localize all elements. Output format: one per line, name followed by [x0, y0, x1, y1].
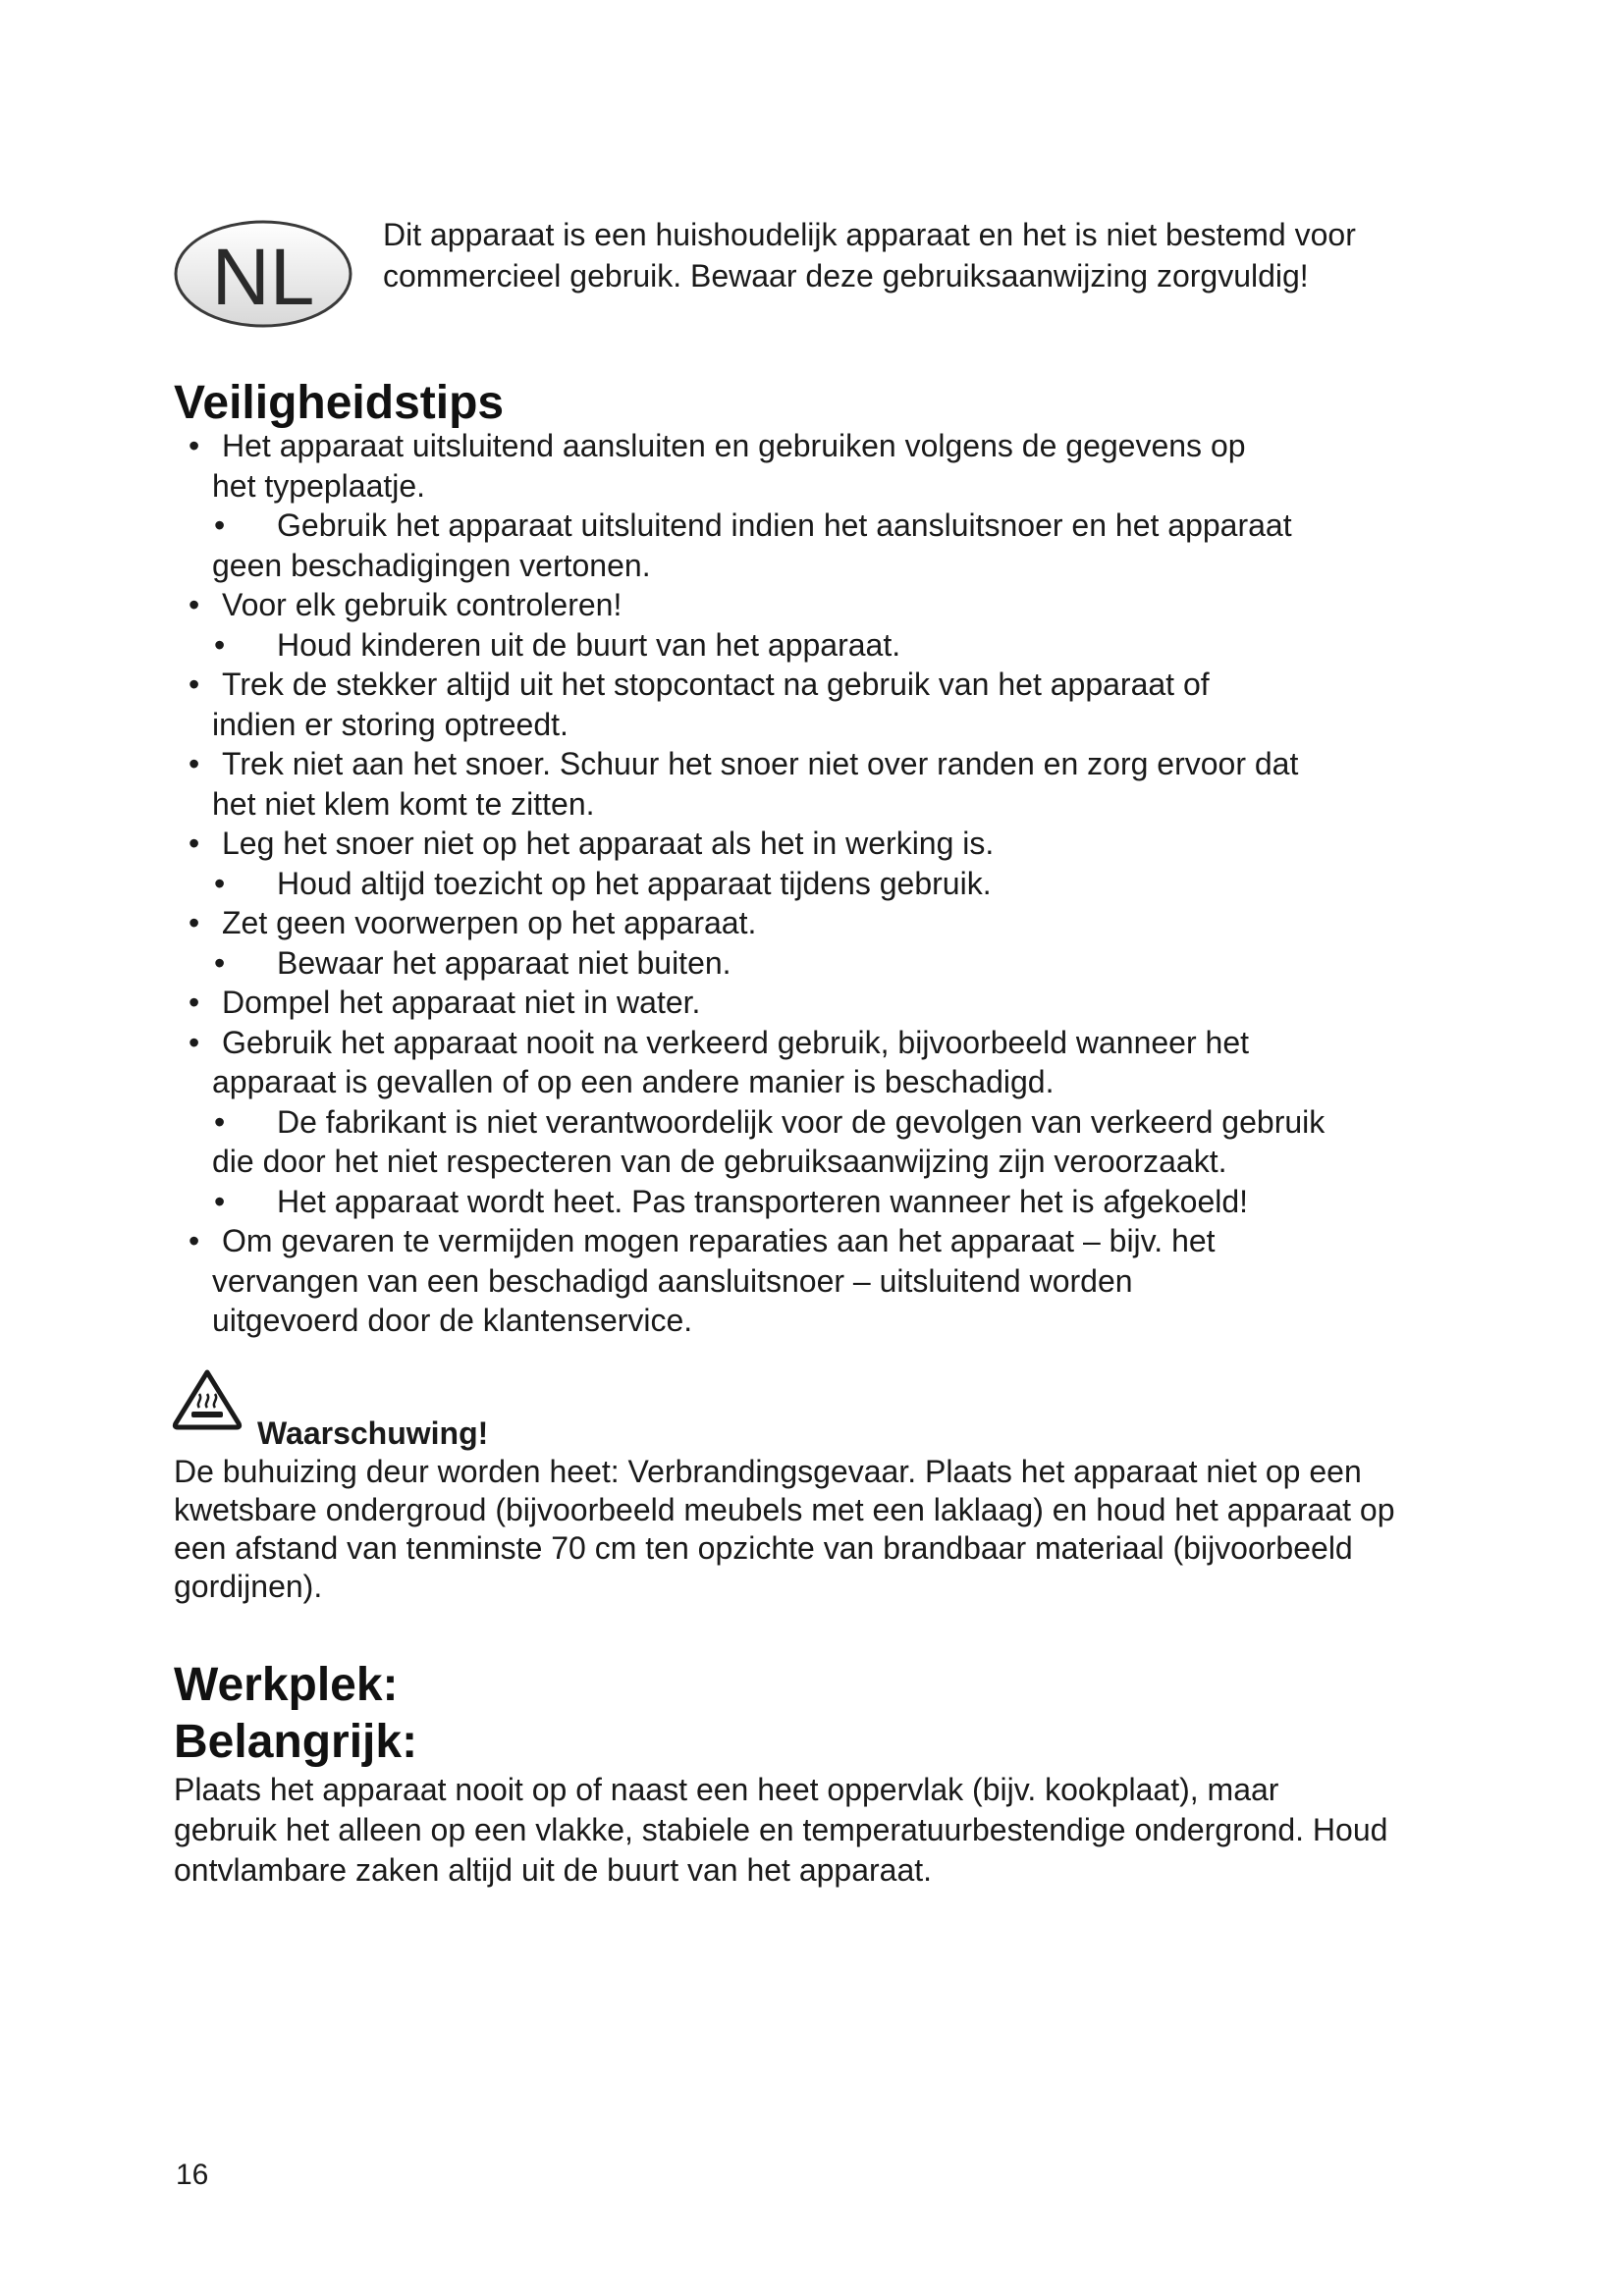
language-badge [172, 218, 354, 331]
list-item-text: Dompel het apparaat niet in water. [222, 985, 701, 1020]
list-item-text: Om gevaren te vermijden mogen reparaties aan het apparaat – bijv. het [222, 1223, 1216, 1258]
list-item-text: Trek niet aan het snoer. Schuur het snoer niet over randen en zorg ervoor dat [222, 746, 1299, 781]
important-heading: Belangrijk: [174, 1716, 418, 1768]
bullet-icon: • [214, 626, 226, 663]
bullet-icon: • [214, 944, 226, 981]
list-item-text: geen beschadigingen vertonen. [212, 547, 651, 583]
list-item-text: Leg het snoer niet op het apparaat als het in werking is. [222, 826, 995, 861]
bullet-icon: • [189, 746, 200, 781]
warning-line: een afstand van tenminste 70 cm ten opzichte van brandbaar materiaal (bijvoorbeeld [174, 1530, 1353, 1566]
warning-line: kwetsbare ondergroud (bijvoorbeeld meubels met een laklaag) en houd het apparaat op [174, 1492, 1395, 1527]
language-badge-label: NL [211, 233, 315, 322]
bullet-icon: • [189, 428, 200, 463]
warning-line: gordijnen). [174, 1569, 323, 1604]
page-number: 16 [176, 2159, 209, 2191]
list-item-text: Het apparaat uitsluitend aansluiten en gebruiken volgens de gegevens op [222, 428, 1246, 463]
list-item [189, 903, 1494, 943]
intro-line: commercieel gebruik. Bewaar deze gebruiksaanwijzing zorgvuldig! [383, 258, 1309, 294]
intro-text [383, 214, 1463, 296]
list-item [189, 864, 1494, 904]
list-item [189, 744, 1494, 824]
list-item-text: De fabrikant is niet verantwoordelijk voor de gevolgen van verkeerd gebruik [277, 1103, 1326, 1140]
bullet-icon: • [189, 587, 200, 622]
bullet-icon: • [189, 1223, 200, 1258]
list-item [189, 506, 1494, 585]
bullet-icon: • [189, 667, 200, 702]
list-item-text: die door het niet respecteren van de gebruiksaanwijzing zijn veroorzaakt. [212, 1144, 1227, 1179]
list-item-text: uitgevoerd door de klantenservice. [212, 1303, 693, 1338]
list-item-text: Gebruik het apparaat nooit na verkeerd gebruik, bijvoorbeeld wanneer het [222, 1024, 1249, 1060]
bullet-icon: • [214, 1103, 226, 1140]
list-item [189, 1221, 1494, 1341]
list-item-text: indien er storing optreedt. [212, 706, 568, 742]
list-item [189, 943, 1494, 984]
warning-body [174, 1453, 1489, 1606]
list-item-text: Houd altijd toezicht op het apparaat tijdens gebruik. [277, 865, 992, 901]
list-item [189, 1023, 1494, 1102]
workplace-line: ontvlambare zaken altijd uit de buurt van het apparaat. [174, 1852, 933, 1888]
list-item-text: Gebruik het apparaat uitsluitend indien het aansluitsnoer en het apparaat [277, 507, 1292, 543]
list-item [189, 1182, 1494, 1222]
warning-title: Waarschuwing! [257, 1415, 489, 1451]
workplace-line: gebruik het alleen op een vlakke, stabiele en temperatuurbestendige ondergrond. Houd [174, 1812, 1388, 1847]
list-item [189, 824, 1494, 864]
workplace-heading: Werkplek: [174, 1659, 399, 1711]
list-item-text: Zet geen voorwerpen op het apparaat. [222, 905, 757, 940]
list-item-text: Trek de stekker altijd uit het stopcontact na gebruik van het apparaat of [222, 667, 1210, 702]
safety-list [189, 426, 1494, 1341]
intro-line: Dit apparaat is een huishoudelijk apparaat en het is niet bestemd voor [383, 217, 1356, 252]
bullet-icon: • [189, 1024, 200, 1060]
list-item-text: Voor elk gebruik controleren! [222, 587, 623, 622]
bullet-icon: • [214, 865, 226, 901]
nl-oval-icon [172, 218, 354, 331]
list-item [189, 983, 1494, 1023]
bullet-icon: • [214, 1183, 226, 1219]
list-item [189, 625, 1494, 666]
safety-heading: Veiligheidstips [174, 377, 505, 429]
list-item-text: apparaat is gevallen of op een andere manier is beschadigd. [212, 1064, 1055, 1099]
bullet-icon: • [189, 905, 200, 940]
list-item [189, 426, 1494, 506]
list-item-text: Houd kinderen uit de buurt van het apparaat. [277, 626, 901, 663]
bullet-icon: • [189, 826, 200, 861]
workplace-line: Plaats het apparaat nooit op of naast een heet oppervlak (bijv. kookplaat), maar [174, 1772, 1279, 1807]
list-item [189, 585, 1494, 625]
list-item-text: het typeplaatje. [212, 467, 426, 504]
list-item [189, 665, 1494, 744]
list-item-text: Bewaar het apparaat niet buiten. [277, 944, 731, 981]
list-item-text: vervangen van een beschadigd aansluitsnoer – uitsluitend worden [212, 1262, 1133, 1299]
list-item-text: Het apparaat wordt heet. Pas transporteren wanneer het is afgekoeld! [277, 1183, 1249, 1219]
list-item [189, 1102, 1494, 1182]
warning-line: De buhuizing deur worden heet: Verbrandingsgevaar. Plaats het apparaat niet op een [174, 1454, 1362, 1489]
workplace-body [174, 1770, 1489, 1891]
bullet-icon: • [214, 507, 226, 543]
hot-surface-warning-icon [172, 1368, 243, 1431]
bullet-icon: • [189, 985, 200, 1020]
list-item-text: het niet klem komt te zitten. [212, 785, 595, 822]
